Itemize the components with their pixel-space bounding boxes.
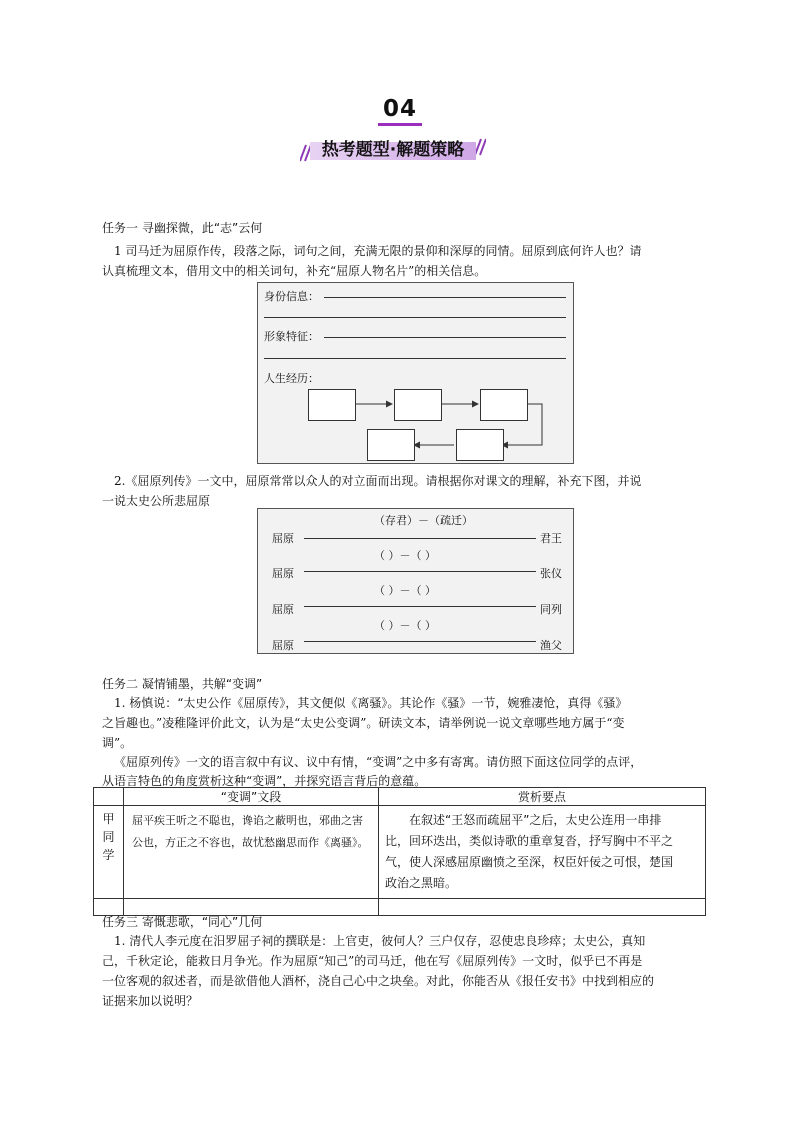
career-step-4[interactable] bbox=[456, 429, 504, 461]
task1-q1-line1: 1 司马迁为屈原作传，段落之际，词句之间，充满无限的景仰和深厚的同情。屈原到底何许人也？请 bbox=[114, 244, 642, 258]
contrast-line-2 bbox=[304, 571, 536, 572]
career-step-1[interactable] bbox=[308, 389, 356, 421]
section-number: 04 bbox=[382, 96, 417, 122]
left-label-1: 屈原 bbox=[272, 532, 294, 545]
row-label: 甲同学 bbox=[94, 806, 124, 899]
empty-cell-3[interactable] bbox=[379, 899, 706, 916]
row-passage[interactable]: 屈平疾王听之不聪也，谗谄之蔽明也，邪曲之害 公也，方正之不容也，故忧愁幽思而作《离骚》。 bbox=[124, 806, 379, 899]
career-step-2[interactable] bbox=[394, 389, 442, 421]
row-analysis[interactable]: 在叙述“王怒而疏屈平”之后，太史公连用一串排 比，回环迭出，类似诗歌的重章复沓，抒写胸中不平之 气，使人深感屈原幽愤之至深，权臣奸佞之可恨，楚国 政治之黑暗。 bbox=[379, 806, 706, 899]
right-label-2: 张仪 bbox=[540, 567, 562, 580]
task3-line2: 己，千秋定论，能救日月争光。作为屈原“知己”的司马迁，他在写《屈原列传》一文时，似乎已不再是 bbox=[102, 954, 643, 968]
left-label-3: 屈原 bbox=[272, 603, 294, 616]
pair-blank-3[interactable]: （ ）－（ ） bbox=[374, 619, 436, 632]
task1-q2-line1: 2.《屈原列传》一文中，屈原常常以众人的对立面而出现。请根据你对课文的理解，补充下图，并说 bbox=[114, 474, 642, 488]
right-label-1: 君王 bbox=[540, 532, 562, 545]
section-number-underline bbox=[378, 123, 422, 126]
contrast-line-1 bbox=[304, 538, 536, 539]
career-label: 人生经历： bbox=[264, 372, 319, 385]
task2-heading: 任务二 凝情铺墨，共解“变调” bbox=[102, 677, 263, 691]
task3-line4: 证据来加以说明？ bbox=[102, 994, 199, 1008]
task1-q1-line2: 认真梳理文本，借用文中的相关词句，补充“屈原人物名片”的相关信息。 bbox=[102, 264, 487, 278]
pair-blank-2[interactable]: （ ）－（ ） bbox=[374, 584, 436, 597]
task2-q2-line1: 《屈原列传》一文的语言叙中有议、议中有情，“变调”之中多有寄寓。请仿照下面这位同学的点评， bbox=[114, 755, 643, 769]
right-label-4: 渔父 bbox=[540, 639, 562, 652]
task3-line3: 一位客观的叙述者，而是欲借他人酒杯，浇自己心中之块垒。对此，你能否从《报任安书》中找到相应的 bbox=[102, 974, 655, 988]
appreciation-table bbox=[93, 787, 706, 916]
task3-line1: 1. 清代人李元度在汨罗屈子祠的撰联是：上官吏，彼何人？三户仅存，忍使忠良珍瘁；太史公，真知 bbox=[114, 934, 646, 948]
task1-q2-line2: 一说太史公所悲屈原 bbox=[102, 494, 211, 508]
left-label-4: 屈原 bbox=[272, 639, 294, 652]
task2-q1-line3: 调”。 bbox=[102, 736, 133, 750]
left-label-2: 屈原 bbox=[272, 567, 294, 580]
task2-q2-line2: 从语言特色的角度赏析这种“变调”，并探究语言背后的意蕴。 bbox=[102, 774, 427, 788]
identity-label: 身份信息： bbox=[264, 290, 319, 303]
career-step-5[interactable] bbox=[367, 429, 415, 461]
profile-card bbox=[257, 282, 574, 464]
section-title: 热考题型·解题策略 bbox=[321, 140, 465, 160]
header-analysis: 赏析要点 bbox=[379, 788, 706, 806]
table-row bbox=[94, 806, 706, 899]
section-title-banner bbox=[300, 137, 486, 163]
contrast-line-4 bbox=[304, 641, 536, 642]
task1-heading: 任务一 寻幽探微，此“志”云何 bbox=[102, 221, 263, 235]
table-header-row bbox=[94, 788, 706, 806]
contrast-diagram bbox=[257, 508, 574, 654]
contrast-line-3 bbox=[304, 606, 536, 607]
task3-heading: 任务三 寄慨悲歌，“同心”几何 bbox=[102, 915, 263, 929]
task2-q1-line2: 之旨趣也。”凌稚隆评价此文，认为是“太史公变调”。研读文本，请举例说一说文章哪些地方属于“变 bbox=[102, 716, 625, 730]
right-label-3: 同列 bbox=[540, 603, 562, 616]
pair-blank-1[interactable]: （ ）－（ ） bbox=[374, 549, 436, 562]
image-label: 形象特征： bbox=[264, 330, 319, 343]
task2-q1-line1: 1. 杨慎说：“太史公作《屈原传》，其文便似《离骚》。其论作《骚》一节，婉雅凄怆，真得《骚》 bbox=[114, 696, 628, 710]
pair-top: （存君）－（疏迁） bbox=[374, 514, 473, 527]
career-step-3[interactable] bbox=[480, 389, 528, 421]
career-flow-arrows bbox=[258, 283, 573, 463]
header-passage: “变调”文段 bbox=[124, 788, 379, 806]
header-cell-empty bbox=[94, 788, 124, 806]
